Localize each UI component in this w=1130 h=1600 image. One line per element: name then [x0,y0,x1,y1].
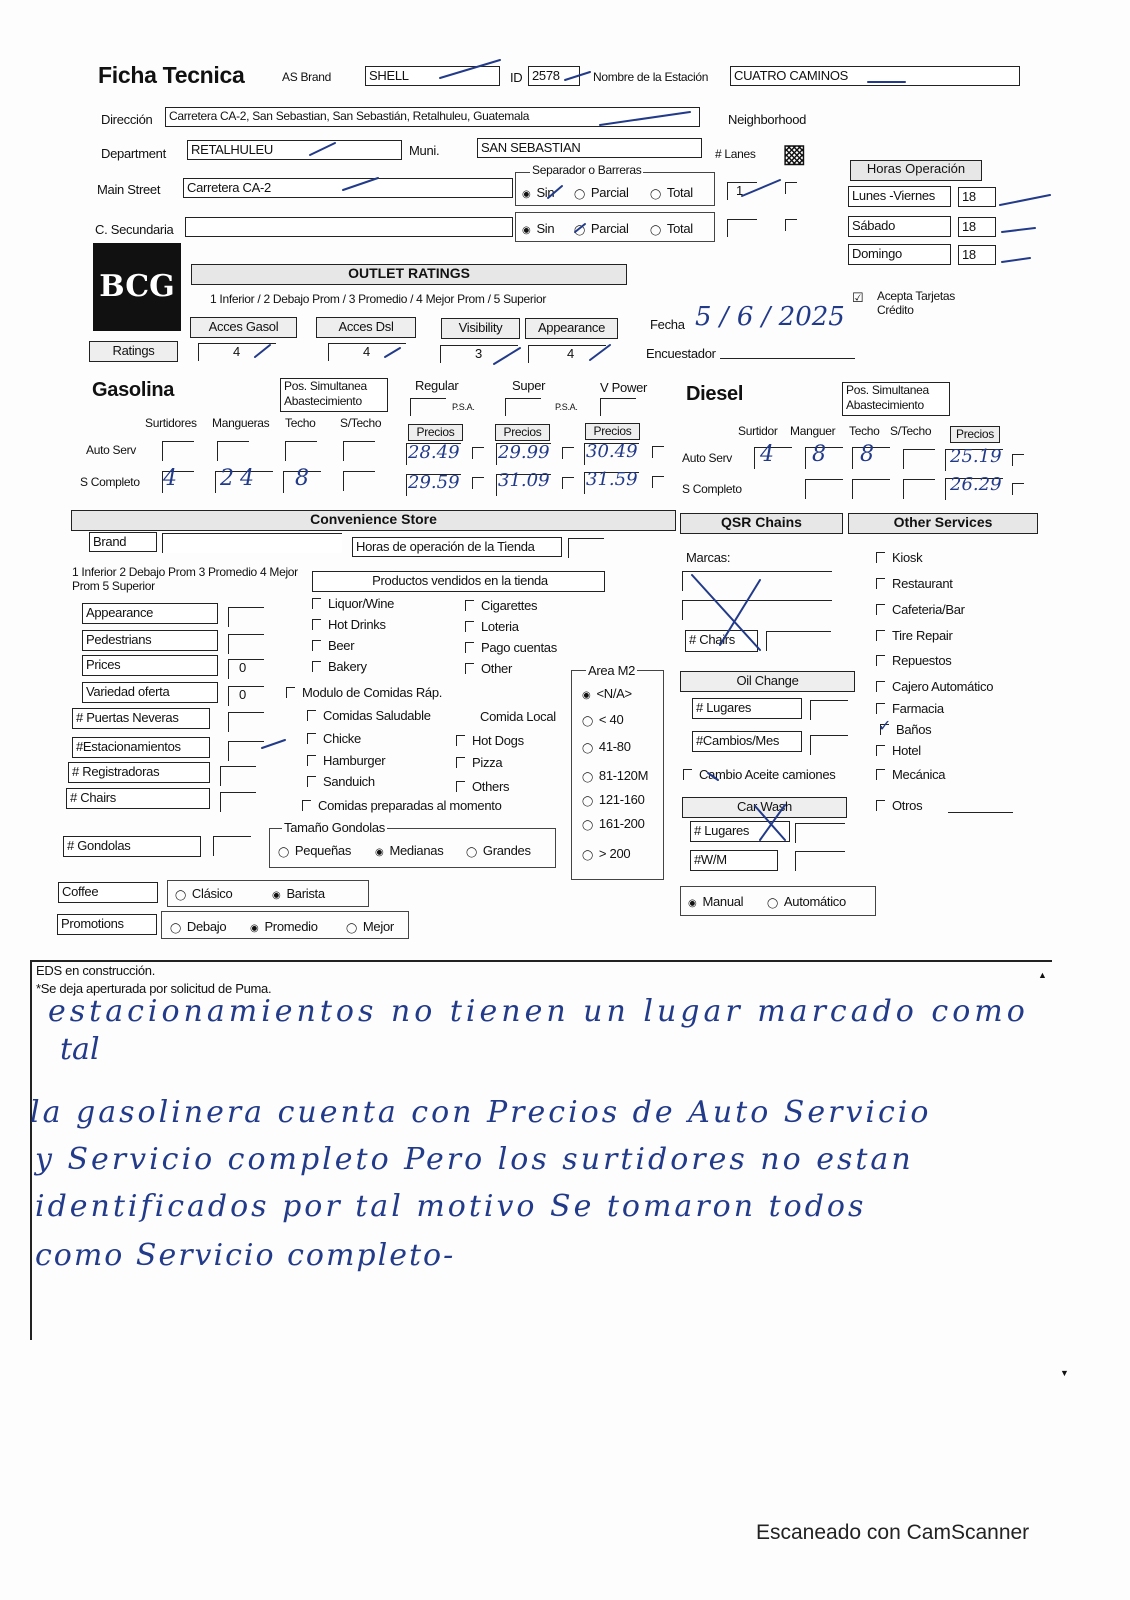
scroll-down-icon[interactable]: ▼ [1060,1368,1069,1378]
store-attr-value[interactable] [228,741,264,761]
check-mark-icon: ✓ [878,718,892,735]
separador-sec-sin[interactable]: ◉ Sin [522,221,554,236]
food-preparadas[interactable]: Comidas preparadas al momento [302,798,502,813]
store-attr-label: # Chairs [66,788,210,809]
other-service-item[interactable]: Repuestos [876,653,951,668]
rating-value-appearance[interactable]: 4 [528,345,606,363]
area-option[interactable]: ◯ 121-160 [582,792,645,807]
diesel-auto-techo[interactable]: 8 [860,442,874,467]
area-option[interactable]: ◯ 41-80 [582,739,631,754]
other-service-item[interactable]: Cafeteria/Bar [876,602,965,617]
store-brand-label: Brand [89,532,157,552]
gas-psa-label-2: P.S.A. [555,402,578,412]
qsr-chairs-field[interactable] [766,631,831,651]
acepta-tarjetas-check[interactable]: ☑ [852,290,864,305]
diesel-col-stecho: S/Techo [890,424,932,438]
other-service-item[interactable]: Kiosk [876,550,922,565]
gondolas-label: # Gondolas [63,836,201,857]
hours-label-saturday: Sábado [848,216,951,237]
store-attr-value[interactable]: 0 [228,659,264,679]
gas-super-psa-box[interactable] [505,398,541,416]
hours-label-weekdays: Lunes -Viernes [848,186,951,207]
food-hot-dogs[interactable]: Hot Dogs [456,733,524,748]
other-service-item[interactable]: Otros [876,798,922,813]
other-service-item[interactable]: Tire Repair [876,628,953,643]
rating-label-acces-dsl: Acces Dsl [316,317,416,338]
lanes-sec-check[interactable] [785,219,797,231]
main-street-field[interactable]: Carretera CA-2 [183,178,513,198]
fecha-value[interactable]: 5 / 6 / 2025 [695,302,845,332]
direccion-field[interactable]: Carretera CA-2, San Sebastian, San Sebastián, Retalhuleu, Guatemala [165,107,700,127]
gas-auto-mangueras[interactable] [217,441,249,461]
diesel-pos-simultanea: Pos. Simultanea Abastecimiento [842,382,950,416]
gondola-grandes[interactable]: ◯ Grandes [466,843,531,858]
lanes-sec-field[interactable] [727,219,757,237]
separador-sec-total[interactable]: ◯ Total [650,221,693,236]
marca-field-1[interactable] [682,571,832,591]
gasolina-pos-simultanea: Pos. Simultanea Abastecimiento [280,378,388,412]
separador-label: Separador o Barreras [532,163,642,177]
other-service-item[interactable]: Cajero Automático [876,679,993,694]
hours-value-weekdays[interactable]: 18 [958,187,996,207]
gas-precios-vpower: Precios [585,423,640,440]
other-service-item[interactable]: ✓ Baños [878,718,932,737]
comida-local-label: Comida Local [480,709,556,724]
rating-label-appearance: Appearance [525,318,618,339]
area-label: Area M2 [588,663,636,678]
wash-wm-label: #W/M [690,850,778,871]
handwritten-line-4: y Servicio completo Pero los surtidores no estan [35,1142,914,1177]
id-label: ID [510,70,523,85]
muni-field[interactable]: SAN SEBASTIAN [477,138,702,158]
gas-full-price-super[interactable]: 31.09 [498,470,550,491]
gas-full-surtidores[interactable]: 4 [163,466,177,491]
diesel-col-techo: Techo [849,424,880,438]
gas-col-surtidores: Surtidores [145,416,197,430]
qsr-chairs-label: # Chairs [685,630,758,652]
oil-change-header: Oil Change [680,671,855,692]
handwritten-line-2: tal [60,1032,100,1067]
marcas-label: Marcas: [686,550,731,565]
hours-value-saturday[interactable]: 18 [958,217,996,237]
gas-auto-stecho[interactable] [343,441,375,461]
diesel-full-check[interactable] [1012,483,1024,495]
store-attr-label: # Puertas Neveras [72,708,210,729]
product-beer[interactable]: Beer [312,638,354,653]
product-hot-drinks[interactable]: Hot Drinks [312,617,386,632]
gas-auto-check-vpower[interactable] [652,446,664,458]
gas-full-check-vpower[interactable] [652,476,664,488]
encuestador-label: Encuestador [646,346,716,361]
store-attr-label: Appearance [82,603,218,624]
diesel-auto-check[interactable] [1012,454,1024,466]
lanes-main-field[interactable]: 1 [727,182,757,200]
area-option[interactable]: ◉ <N/A> [582,686,632,701]
gas-full-price-regular[interactable]: 29.59 [408,472,460,493]
gas-completo-label: S Completo [80,475,140,489]
diesel-auto-serv-label: Auto Serv [682,451,732,465]
gas-vpower-psa-box[interactable] [600,398,636,416]
marca-field-2[interactable] [682,600,832,620]
brand-field[interactable]: SHELL [365,66,500,86]
other-service-item[interactable]: Restaurant [876,576,953,591]
rating-value-acces-dsl[interactable]: 4 [328,343,406,361]
product-pago-cuentas[interactable]: Pago cuentas [465,640,557,655]
gas-col-mangueras: Mangueras [212,416,270,430]
oil-cambios-field[interactable] [810,735,848,755]
gas-regular-label: Regular [415,378,459,393]
id-field[interactable]: 2578 [528,66,580,86]
diesel-completo-label: S Completo [682,482,742,496]
gasolina-title: Gasolina [92,379,175,401]
food-sanduich[interactable]: Sanduich [307,774,375,789]
promo-mejor[interactable]: ◯ Mejor [346,919,394,934]
diesel-auto-surtidor[interactable]: 4 [760,442,774,467]
separador-main-total[interactable]: ◯ Total [650,185,693,200]
store-attr-value[interactable] [228,607,264,627]
comment-printed-1: EDS en construcción. [36,963,156,978]
lanes-label: # Lanes [715,147,756,161]
comment-printed-2: *Se deja aperturada por solicitud de Puma. [36,981,272,996]
qsr-header: QSR Chains [680,513,843,534]
diesel-full-stecho[interactable] [903,479,935,499]
direccion-label: Dirección [101,112,153,127]
car-wash-header: Car Wash [682,797,847,818]
diesel-col-manguer: Manguer [790,424,836,438]
gondola-size-label: Tamaño Gondolas [284,820,386,835]
handwritten-line-1: estacionamientos no tienen un lugar marcado como [48,994,1029,1029]
diesel-precios: Precios [950,426,1000,443]
brand-label: AS Brand [282,70,331,84]
fecha-label: Fecha [650,317,685,332]
coffee-barista[interactable]: ◉ Barista [272,886,325,901]
scroll-up-icon[interactable]: ▲ [1038,970,1047,980]
food-hamburger[interactable]: Hamburger [307,753,385,768]
handwritten-line-5: identificados por tal motivo Se tomaron todos [35,1189,867,1224]
separador-sec-parcial[interactable]: ◯ Parcial [574,221,629,236]
wash-lugares-field[interactable] [795,823,845,843]
store-attr-label: Prices [82,655,218,676]
rating-label-acces-gasol: Acces Gasol [190,317,297,338]
gas-vpower-label: V Power [600,380,648,395]
diesel-full-price[interactable]: 26.29 [950,474,1002,495]
gas-full-techo[interactable]: 8 [295,466,309,491]
convenience-header: Convenience Store [71,510,676,531]
secundaria-label: C. Secundaria [95,222,174,237]
coffee-label: Coffee [58,882,158,903]
ratings-row-label: Ratings [89,341,178,362]
gondola-medianas[interactable]: ◉ Medianas [375,843,443,858]
diesel-col-surtidor: Surtidor [738,424,778,438]
store-attr-label: # Registradoras [68,762,210,783]
hours-label-sunday: Domingo [848,244,951,265]
gas-full-check-super[interactable] [562,477,574,489]
area-option[interactable]: ◯ > 200 [582,846,630,861]
separador-main-sin[interactable]: ◉ Sin [522,185,554,200]
gas-auto-serv-label: Auto Serv [86,443,136,457]
diesel-full-manguer[interactable] [805,479,843,499]
product-other[interactable]: Other [465,661,512,676]
promo-debajo[interactable]: ◯ Debajo [170,919,226,934]
gas-auto-surtidores[interactable] [162,441,194,461]
wash-lugares-label: # Lugares [690,821,790,842]
store-attr-label: Variedad oferta [82,682,218,703]
area-option[interactable]: ◯ < 40 [582,712,623,727]
coffee-clasico[interactable]: ◯ Clásico [175,886,232,901]
secundaria-field[interactable] [185,217,513,237]
other-service-item[interactable]: Hotel [876,743,921,758]
gas-precios-super: Precios [495,424,550,441]
gas-auto-price-super[interactable]: 29.99 [498,442,550,463]
gas-regular-psa-box[interactable] [410,398,446,416]
station-label: Nombre de la Estación [593,70,709,84]
camscanner-watermark: Escaneado con CamScanner [756,1521,1030,1544]
gas-full-price-vpower[interactable]: 31.59 [586,469,638,490]
ratings-scale: 1 Inferior / 2 Debajo Prom / 3 Promedio / 4 Mejor Prom / 5 Superior [210,292,547,306]
oil-lugares-field[interactable] [810,700,848,720]
diesel-auto-manguer[interactable]: 8 [812,442,826,467]
store-hours-label: Horas de operación de la Tienda [352,537,562,557]
form-title: Ficha Tecnica [98,62,245,88]
gas-col-stecho: S/Techo [340,416,382,430]
product-cigarettes[interactable]: Cigarettes [465,598,537,613]
muni-label: Muni. [409,143,440,158]
food-others[interactable]: Others [456,779,509,794]
area-option[interactable]: ◯ 161-200 [582,816,645,831]
promotions-label: Promotions [57,914,157,935]
gas-auto-techo[interactable] [285,441,317,461]
area-option[interactable]: ◯ 81-120M [582,768,648,783]
store-attr-label: #Estacionamientos [72,737,210,758]
gas-auto-check-super[interactable] [562,447,574,459]
rating-label-visibility: Visibility [441,318,520,339]
gas-full-mangueras[interactable]: 24 [220,466,260,491]
gas-precios-regular: Precios [408,424,463,441]
handwritten-line-3: la gasolinera cuenta con Precios de Auto Servicio [30,1095,932,1130]
diesel-title: Diesel [686,383,744,405]
other-service-item[interactable]: Mecánica [876,767,945,782]
lanes-main-check[interactable] [785,182,797,194]
department-label: Department [101,146,166,161]
product-loteria[interactable]: Loteria [465,619,519,634]
oil-lugares-label: # Lugares [692,698,802,719]
traffic-light-icon: ▩ [782,138,807,168]
ratings-header: OUTLET RATINGS [191,264,627,285]
product-liquor-wine[interactable]: Liquor/Wine [312,596,394,611]
bcg-logo: BCG [93,243,181,331]
rating-value-acces-gasol[interactable]: 4 [198,343,276,361]
gas-auto-check-regular[interactable] [472,447,484,459]
department-field[interactable]: RETALHULEU [187,140,402,160]
product-bakery[interactable]: Bakery [312,659,367,674]
gas-full-check-regular[interactable] [472,477,484,489]
promo-promedio[interactable]: ◉ Promedio [250,919,318,934]
food-pizza[interactable]: Pizza [456,755,502,770]
gondola-pequenas[interactable]: ◯ Pequeñas [278,843,351,858]
gas-col-techo: Techo [285,416,316,430]
store-attr-value[interactable] [228,712,264,732]
store-hours-field[interactable] [568,538,604,558]
gas-psa-label-1: P.S.A. [452,402,475,412]
hours-value-sunday[interactable]: 18 [958,245,996,265]
wash-automatico[interactable]: ◯ Automático [767,894,846,909]
wash-manual[interactable]: ◉ Manual [688,894,743,909]
store-attr-value[interactable] [228,634,264,654]
store-attr-value[interactable]: 0 [228,686,264,706]
acepta-tarjetas-label: Acepta Tarjetas Crédito [877,289,955,317]
diesel-full-techo[interactable] [852,479,890,499]
wash-wm-field[interactable] [795,851,845,871]
oil-cambios-label: #Cambios/Mes [692,731,802,752]
gas-auto-price-vpower[interactable]: 30.49 [586,441,638,462]
store-attr-value[interactable] [220,792,256,812]
other-service-item[interactable]: Farmacia [876,701,944,716]
store-attr-label: Pedestrians [82,630,218,651]
store-scale: 1 Inferior 2 Debajo Prom 3 Promedio 4 Mejor Prom 5 Superior [72,565,298,593]
cambio-aceite-camiones[interactable]: Cambio Aceite camiones [683,767,835,782]
diesel-auto-price[interactable]: 25.19 [950,446,1002,467]
food-saludable[interactable]: Comidas Saludable [307,708,431,723]
food-chicke[interactable]: Chicke [307,731,361,746]
diesel-auto-stecho[interactable] [903,449,935,469]
store-attr-value[interactable] [220,766,256,786]
gas-super-label: Super [512,378,546,393]
productos-header: Productos vendidos en la tienda [312,571,605,592]
separador-main-parcial[interactable]: ◯ Parcial [574,185,629,200]
otros-line[interactable] [948,812,1013,813]
encuestador-line[interactable] [720,358,855,359]
neighborhood-label: Neighborhood [728,112,807,127]
handwritten-line-6: como Servicio completo- [35,1238,456,1273]
main-street-label: Main Street [97,182,161,197]
gas-auto-price-regular[interactable]: 28.49 [408,442,460,463]
hours-header: Horas Operación [850,160,982,181]
gondolas-field[interactable] [213,836,251,856]
store-brand-field[interactable] [162,533,342,553]
gas-full-stecho[interactable] [343,471,375,491]
rating-value-visibility[interactable]: 3 [440,345,518,363]
other-services-header: Other Services [848,513,1038,534]
modulo-comidas[interactable]: Modulo de Comidas Ráp. [286,685,442,700]
station-field[interactable]: CUATRO CAMINOS [730,66,1020,86]
